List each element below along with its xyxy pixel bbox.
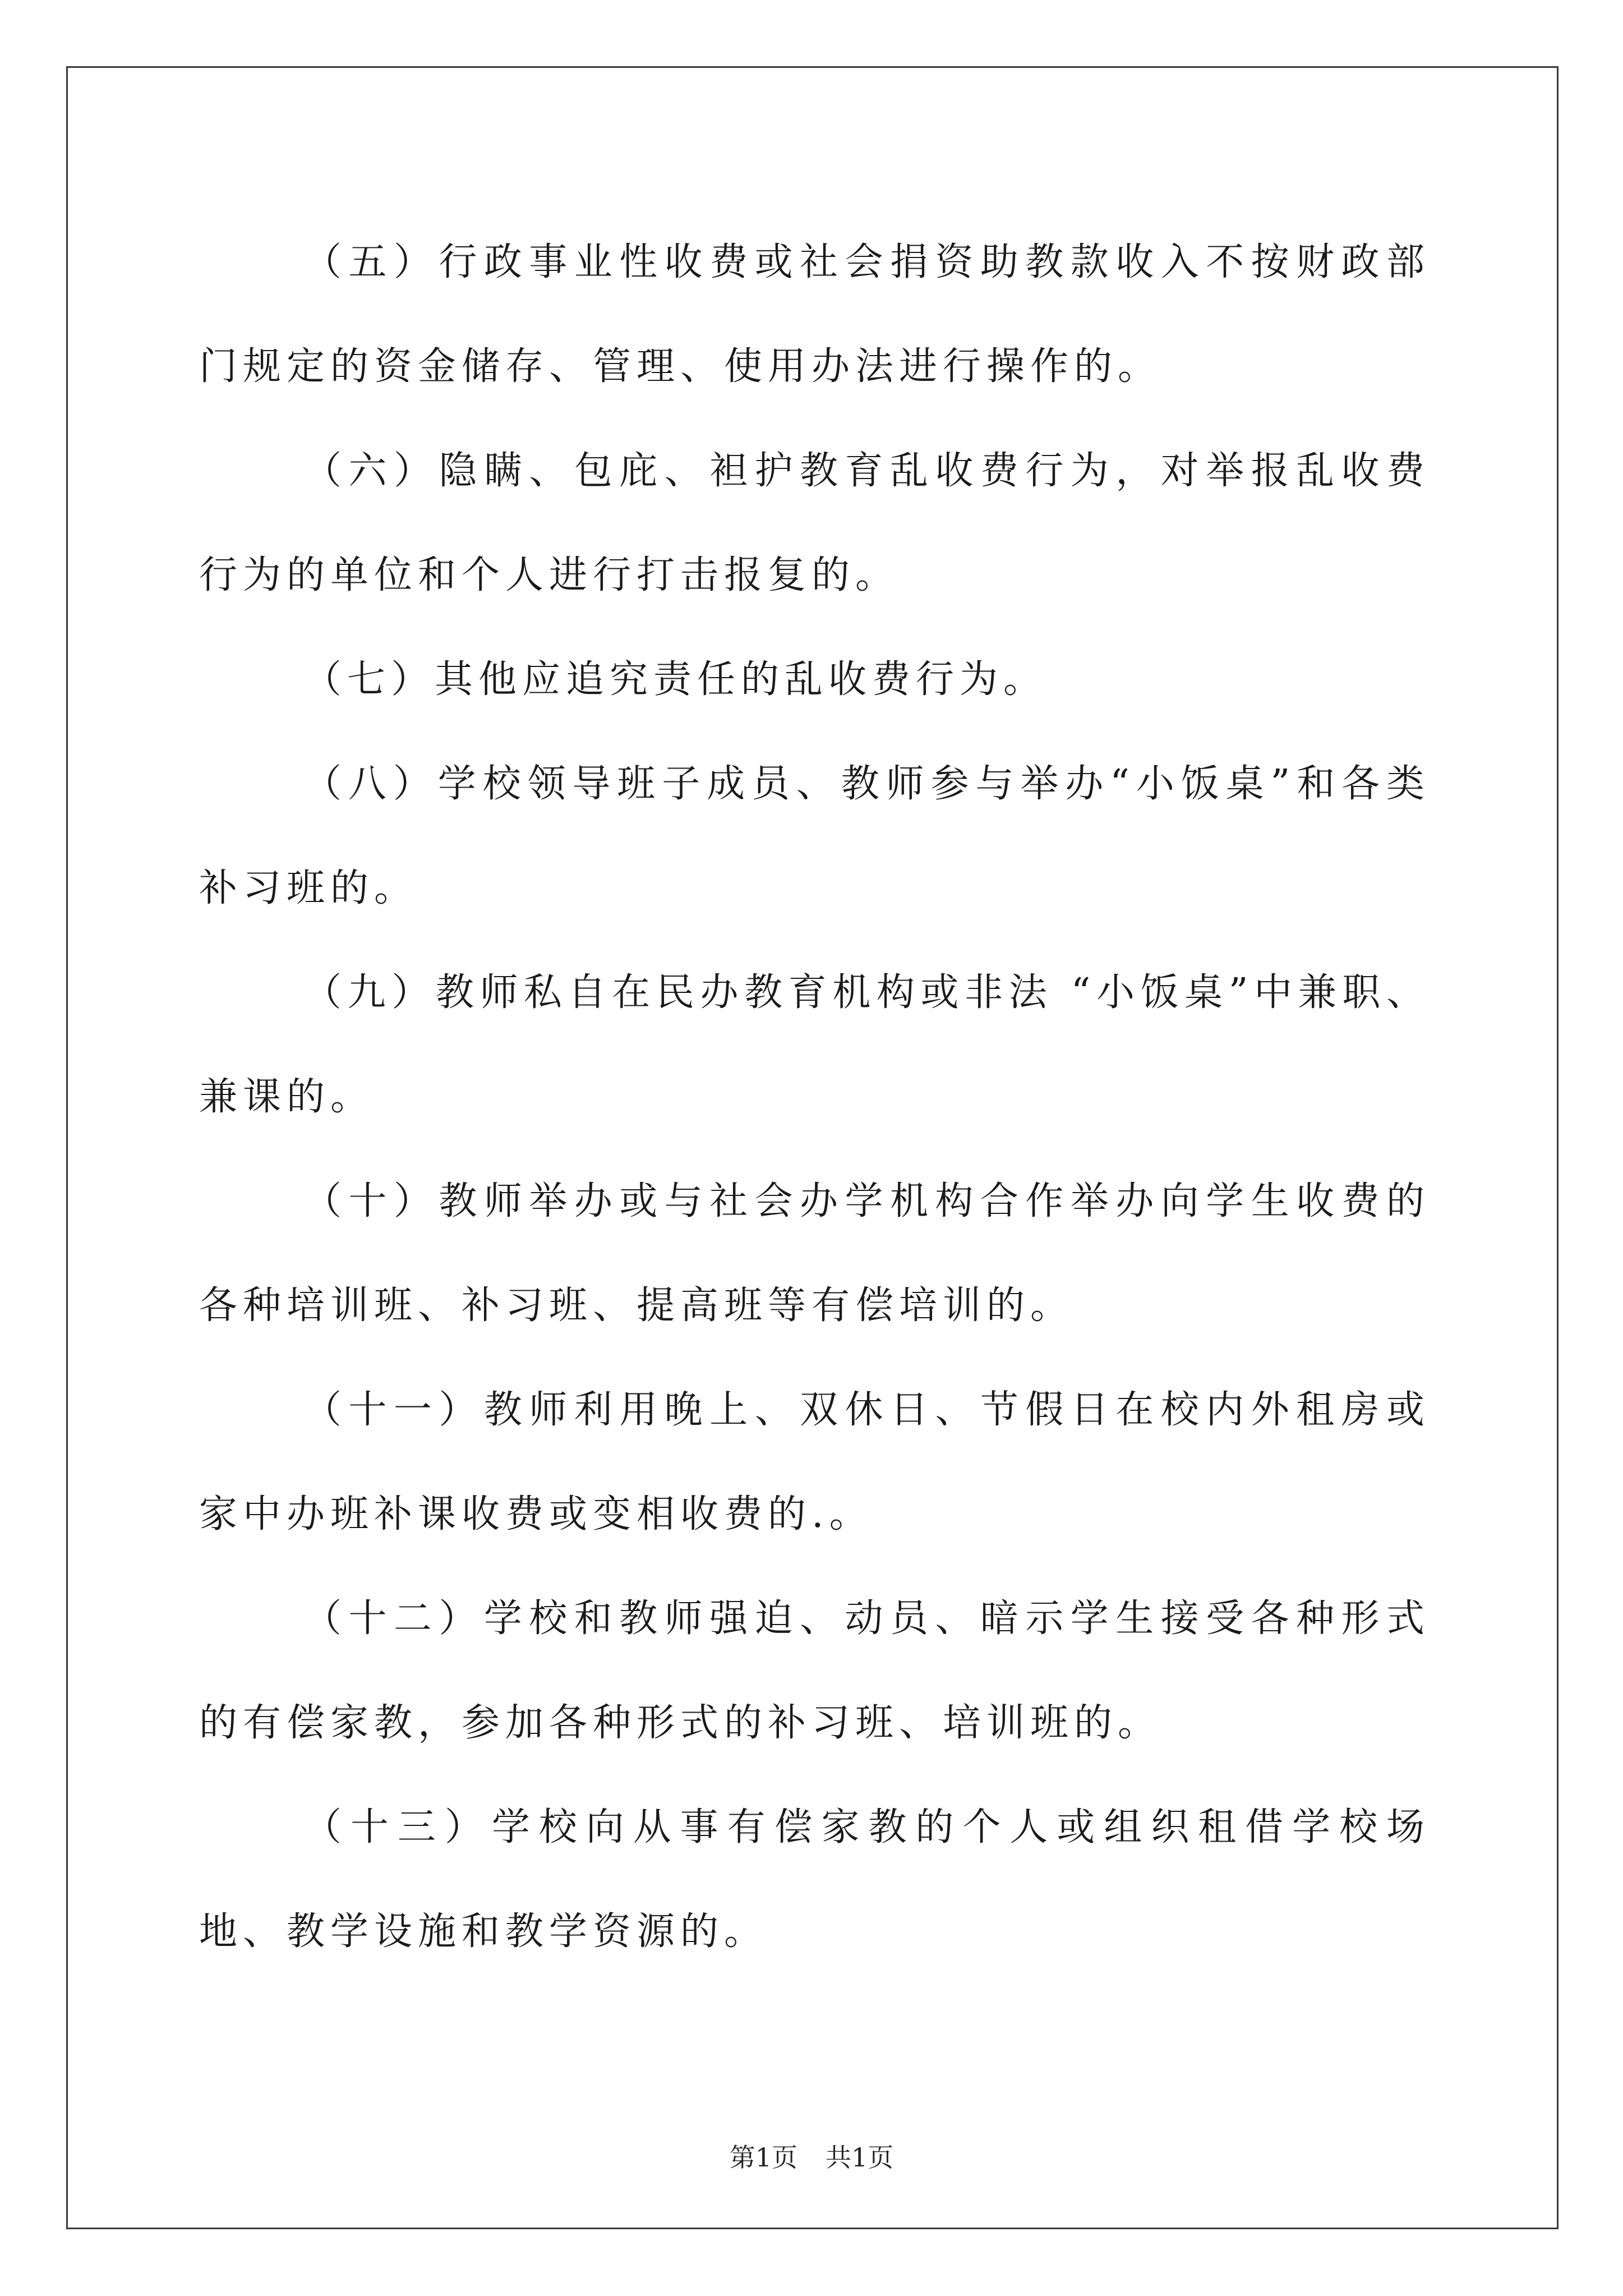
paragraph-item-9: （九）教师私自在民办教育机构或非法 “小饭桌”中兼职、兼课的。 (199, 970, 1430, 1119)
paragraph-item-13: （十三）学校向从事有偿家教的个人或组织租借学校场地、教学设施和教学资源的。 (199, 1805, 1430, 1954)
page-number: 第1页 (729, 2142, 797, 2173)
paragraph-item-10: （十）教师举办或与社会办学机构合作举办向学生收费的各种培训班、补习班、提高班等有偿培训的。 (199, 1179, 1430, 1328)
page-total: 共1页 (826, 2142, 894, 2173)
page-footer (0, 2137, 1623, 2174)
paragraph-item-5: （五）行政事业性收费或社会捐资助教款收入不按财政部门规定的资金储存、管理、使用办法进行操作的。 (199, 240, 1430, 389)
paragraph-item-7: （七）其他应追究责任的乱收费行为。 (303, 657, 1048, 702)
paragraph-item-8: （八）学校领导班子成员、教师参与举办“小饭桌”和各类补习班的。 (199, 762, 1430, 910)
document-body (199, 210, 1430, 1984)
paragraph-item-11: （十一）教师利用晚上、双休日、节假日在校内外租房或家中办班补课收费或变相收费的.。 (199, 1388, 1430, 1536)
paragraph-item-6: （六）隐瞒、包庇、袒护教育乱收费行为，对举报乱收费行为的单位和个人进行打击报复的。 (199, 449, 1430, 597)
paragraph-item-12: （十二）学校和教师强迫、动员、暗示学生接受各种形式的有偿家教，参加各种形式的补习班、培训班的。 (199, 1596, 1430, 1745)
